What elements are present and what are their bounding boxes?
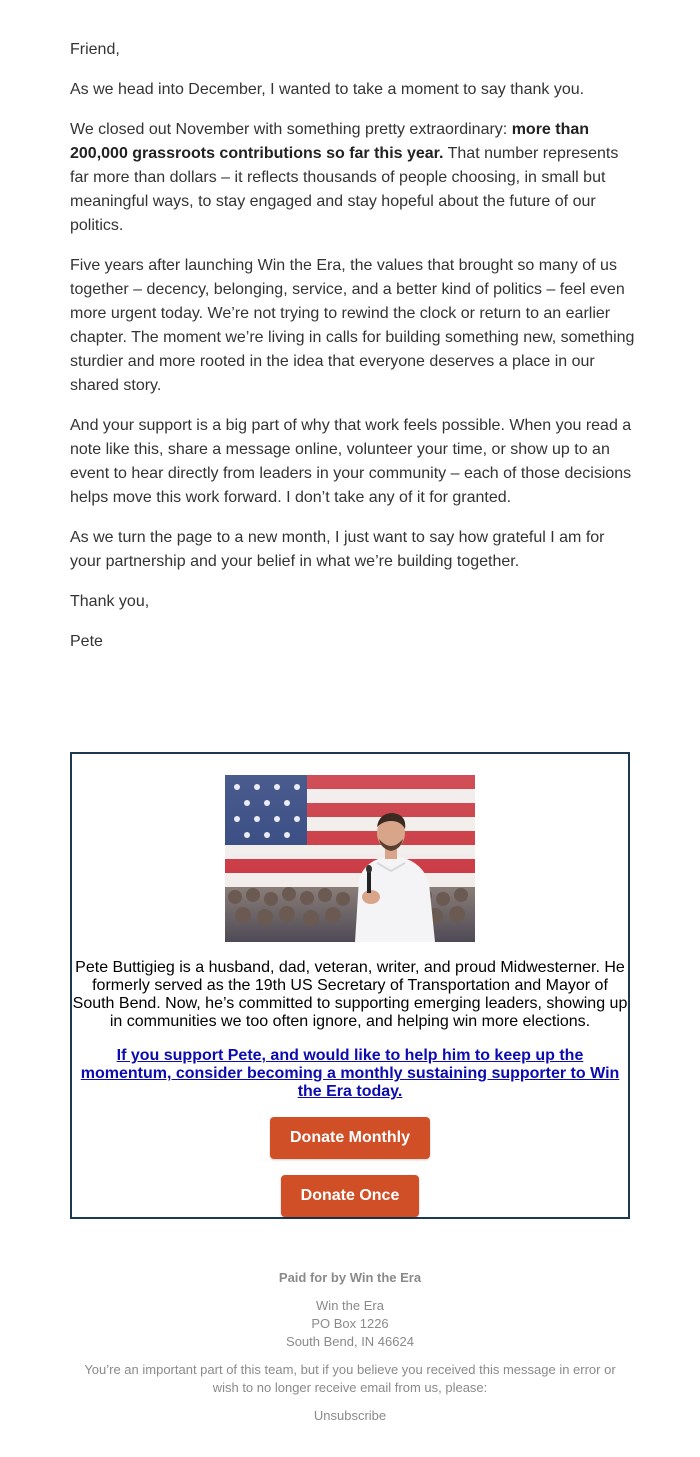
bio-box <box>70 752 630 1219</box>
paragraph-2 <box>70 118 635 238</box>
address-po-box: PO Box 1226 <box>311 1316 389 1331</box>
mailing-address <box>70 1297 630 1351</box>
paragraph-2-highlight: more than 200,000 grassroots contributions so far this year. <box>70 121 590 162</box>
paid-for-disclaimer: Paid for by Win the Era <box>278 1270 422 1285</box>
paragraph-4: And your support is a big part of why that work feels possible. When you read a note like this, share a message online, volunteer your time, or show up to an event to hear directly from leaders in your community – each of those decisions helps move this work forward. I don’t take any of it for granted. <box>70 417 632 506</box>
paragraph-1: As we head into December, I wanted to take a moment to say thank you. <box>70 81 585 98</box>
unsubscribe-link[interactable]: Unsubscribe <box>313 1408 387 1423</box>
sustaining-supporter-link[interactable]: If you support Pete, and would like to help him to keep up the momentum, consider becoming a monthly sustaining supporter to Win the Era today. <box>80 1047 620 1100</box>
address-city: South Bend, IN 46624 <box>286 1334 414 1349</box>
address-org: Win the Era <box>316 1298 384 1313</box>
bio-text: Pete Buttigieg is a husband, dad, veteran, writer, and proud Midwesterner. He formerly served as the 19th US Secretary of Transportation and Mayor of South Bend. Now, he’s committed to supporting emerging leaders, showing up in communities we too often ignore, and helping win more elections. <box>72 959 628 1030</box>
letter-body <box>70 38 635 670</box>
paragraph-3: Five years after launching Win the Era, the values that brought so many of us together – decency, belonging, service, and a better kind of politics – feel even more urgent today. We’re not trying to rewind the clock or return to an earlier chapter. The moment we’re living in calls for building something new, something sturdier and more rooted in the idea that everyone deserves a place in our shared story. <box>70 257 635 394</box>
signature: Pete <box>70 633 103 650</box>
donate-monthly-button[interactable]: Donate Monthly <box>270 1117 430 1159</box>
speaker-photo <box>225 775 475 942</box>
unsubscribe-note: You’re an important part of this team, but if you believe you received this message in error or wish to no longer receive email from us, please: <box>84 1362 616 1395</box>
paragraph-5: As we turn the page to a new month, I just want to say how grateful I am for your partnership and your belief in what we’re building together. <box>70 529 605 570</box>
greeting: Friend, <box>70 41 120 58</box>
sustaining-supporter-link-wrap <box>72 1047 628 1101</box>
paragraph-2-rest: That number represents far more than dollars – it reflects thousands of people choosing, in small but meaningful ways, to stay engaged and stay hopeful about the future of our politics. <box>70 145 619 234</box>
paragraph-2-intro: We closed out November with something pretty extraordinary: <box>70 121 512 138</box>
donate-once-button[interactable]: Donate Once <box>281 1175 419 1217</box>
closing: Thank you, <box>70 593 150 610</box>
